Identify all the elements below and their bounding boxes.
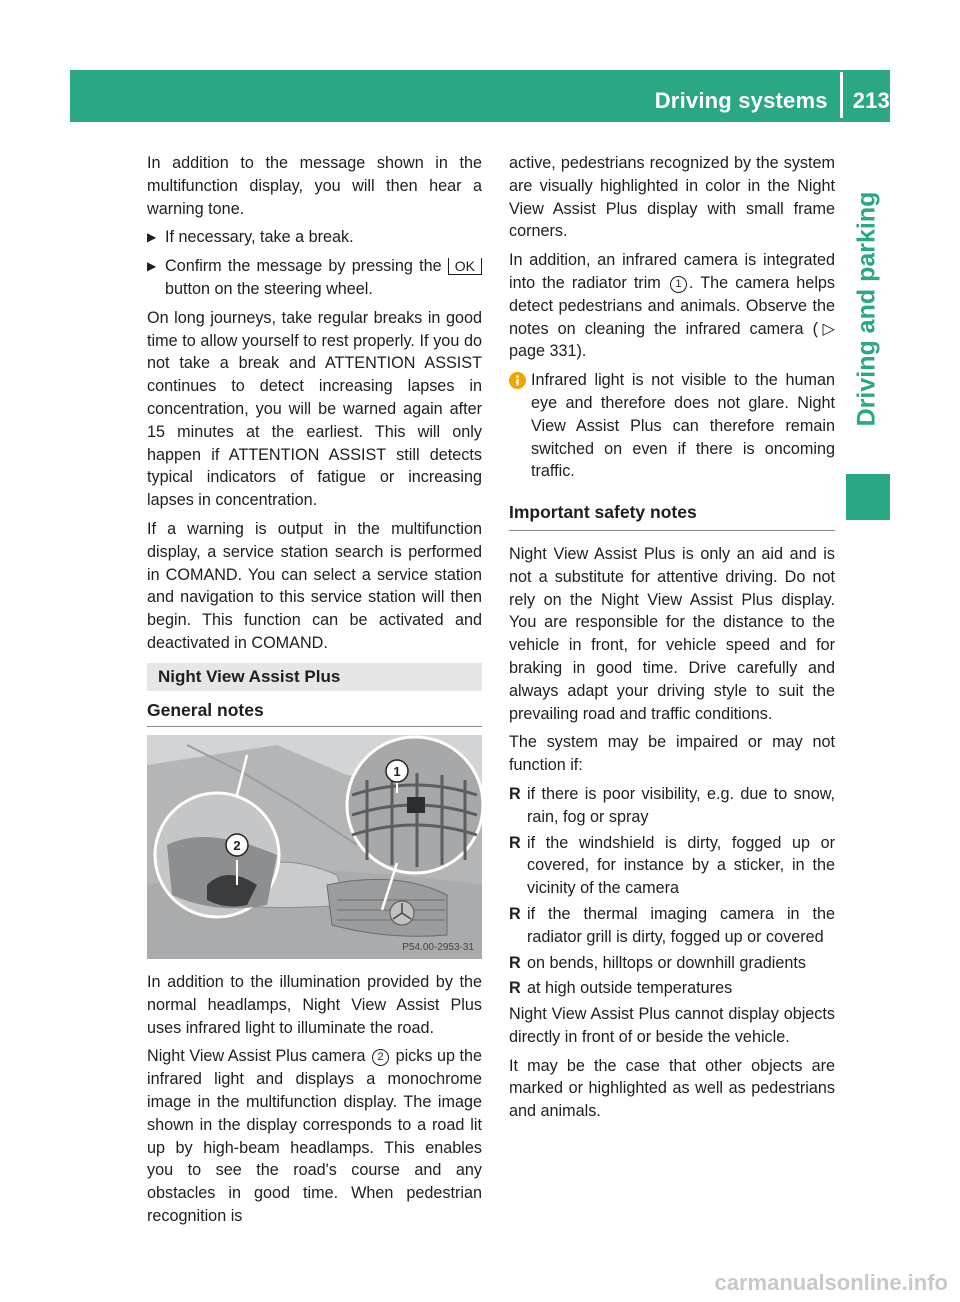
paragraph: active, pedestrians recognized by the system are visually highlighted in color in the Night View Assist Plus display with small frame corners.: [509, 154, 835, 241]
paragraph: On long journeys, take regular breaks in good time to allow yourself to rest properly. If you do not take a break and ATTENTION ASSIST continues to detect increasing lapses in concentration, you will be warned again after 15 minutes at the earliest. This will only happen if ATTENTION ASSIST still detects typical indicators of fatigue or increasing lapses in concentration.: [147, 308, 482, 510]
list-item: [509, 952, 835, 975]
side-tab: [844, 186, 890, 432]
left-column-lower: [147, 971, 482, 1234]
note-text: Infrared light is not visible to the human eye and therefore does not glare. Night View Assist Plus can therefore remain switched on even if there is oncoming traffic.: [531, 371, 835, 481]
callout-reference: 2: [372, 1049, 389, 1066]
bullet-marker: R: [509, 784, 521, 803]
bullet-marker: R: [509, 904, 521, 923]
list-item-text: if the windshield is dirty, fogged up or covered, for instance by a sticker, in the vicinity of the camera: [527, 833, 835, 898]
list-item-text: on bends, hilltops or downhill gradients: [527, 953, 806, 972]
night-view-camera-figure: [147, 735, 482, 959]
list-item: [509, 977, 835, 1000]
bullet-marker: R: [509, 953, 521, 972]
text-part: picks up the infrared light and displays a monochrome image in the multifunction display. The image shown in the display corresponds to a road lit up by high-beam headlamps. This enables you to see the road's course and any obstacles in good time. When pedestrian recognition is: [147, 1047, 483, 1225]
side-tab-marker: [846, 474, 890, 520]
paragraph: In addition to the illumination provided by the normal headlamps, Night View Assist Plus uses infrared light to illuminate the road.: [147, 973, 482, 1037]
callout-1: 1: [393, 764, 401, 779]
paragraph: Night View Assist Plus is only an aid and is not a substitute for attentive driving. Do not rely on the Night View Assist Plus display. You are responsible for the distance to the vehicle in front, for vehicle speed and for braking in good time. Drive carefully and always adapt your driving style to suit the prevailing road and traffic conditions.: [509, 544, 835, 723]
instruction-step: [147, 255, 482, 301]
paragraph: If a warning is output in the multifunction display, a service station search is performed in COMAND. You can select a service station and navigation to this service station will then begin. This function can be activated and deactivated in COMAND.: [147, 519, 482, 652]
ok-key-symbol: OK: [448, 258, 482, 275]
step-text: If necessary, take a break.: [165, 228, 354, 247]
important-safety-heading: Important safety notes: [509, 501, 835, 531]
list-item-text: at high outside temperatures: [527, 979, 733, 998]
header: [655, 86, 890, 116]
paragraph: The system may be impaired or may not function if:: [509, 733, 835, 775]
header-divider: [840, 72, 843, 118]
paragraph: In addition to the message shown in the multifunction display, you will then hear a warning tone.: [147, 154, 482, 218]
section-heading-bar: [147, 663, 482, 691]
list-item: [509, 832, 835, 900]
step-arrow-icon: ▶: [147, 230, 157, 245]
paragraph: [147, 1045, 482, 1227]
step-arrow-icon: ▶: [147, 259, 157, 274]
section-title: Driving systems: [654, 88, 828, 113]
page-number: 213: [852, 88, 890, 113]
watermark[interactable]: carmanualsonline.info: [714, 1270, 948, 1295]
step-text: [165, 255, 482, 301]
figure-id: P54.00-2953-31: [402, 942, 474, 953]
callout-reference: 1: [670, 276, 687, 293]
bullet-marker: R: [509, 979, 521, 998]
list-item-text: if there is poor visibility, e.g. due to snow, rain, fog or spray: [527, 784, 835, 826]
paragraph: Night View Assist Plus cannot display objects directly in front of or beside the vehicle.: [509, 1005, 835, 1046]
list-item: [509, 903, 835, 949]
list-item: [509, 783, 835, 829]
text-part: . The camera helps detect pedestrians and animals. Observe the notes on cleaning the infrared camera (▷ page 331).: [509, 273, 836, 361]
paragraph: [509, 249, 835, 363]
info-note: [509, 369, 835, 483]
section-title: Night View Assist Plus: [158, 667, 341, 686]
left-column: [147, 152, 482, 661]
list-item-text: if the thermal imaging camera in the radiator grill is dirty, fogged up or covered: [527, 904, 835, 946]
info-icon: [509, 369, 531, 483]
instruction-step: [147, 226, 482, 249]
general-notes-heading: [147, 700, 482, 727]
car-illustration: [147, 735, 482, 959]
subsection-title: General notes: [147, 700, 482, 727]
paragraph: It may be the case that other objects are marked or highlighted as well as pedestrians and animals.: [509, 1056, 835, 1121]
bullet-marker: R: [509, 833, 521, 852]
right-column: [509, 152, 835, 1129]
side-tab-label: Driving and parking: [852, 191, 881, 427]
step-text-part: Confirm the message by pressing the: [165, 257, 442, 276]
callout-2: 2: [233, 838, 241, 853]
step-text-part: button on the steering wheel.: [165, 279, 373, 298]
text-part: In addition, an infrared camera is integrated into the radiator trim: [509, 251, 835, 292]
text-part: Night View Assist Plus camera: [147, 1047, 366, 1066]
